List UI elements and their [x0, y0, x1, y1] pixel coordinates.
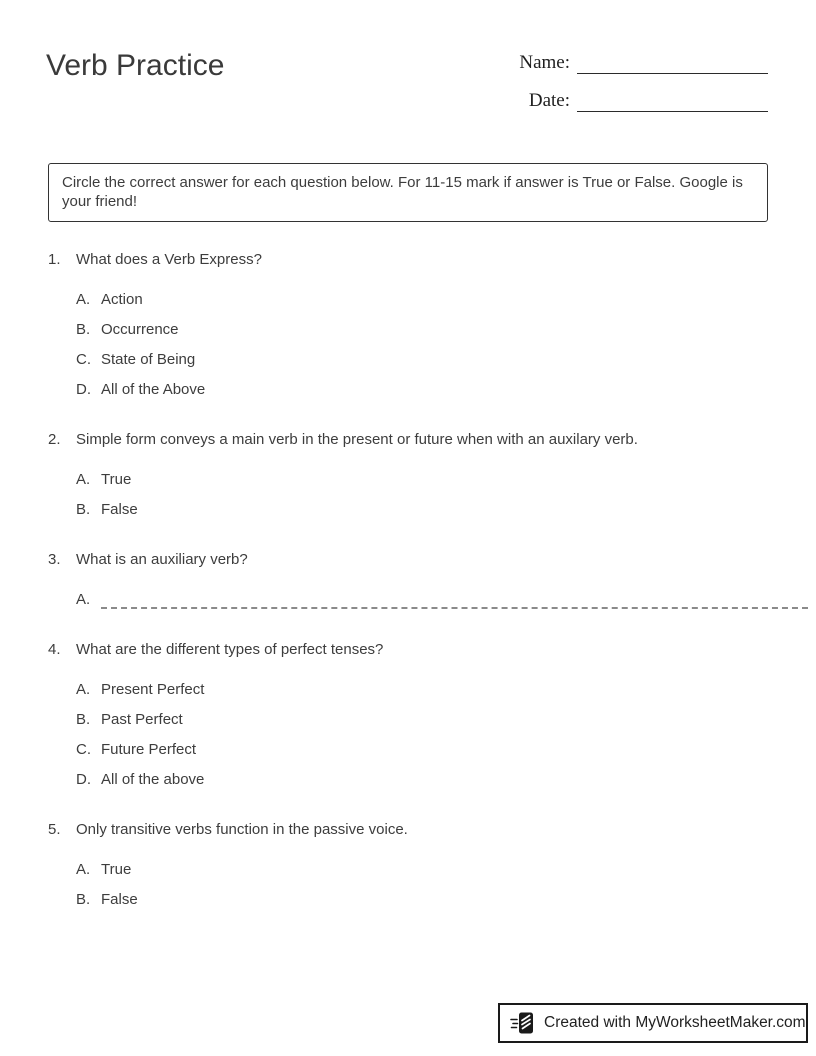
question-text: What are the different types of perfect tenses?: [76, 641, 384, 658]
option-row: [76, 590, 808, 609]
option-list: [76, 290, 808, 399]
question-text: What is an auxiliary verb?: [76, 551, 248, 568]
question-number: 2.: [48, 431, 61, 448]
option-letter: B.: [76, 501, 91, 518]
option-row: [76, 740, 808, 759]
credit-text: Created with MyWorksheetMaker.com: [544, 1014, 806, 1031]
option-letter: A.: [76, 471, 91, 488]
option-row: [76, 290, 808, 309]
question-4: [48, 640, 808, 789]
name-label: Name:: [519, 52, 570, 73]
question-3: [48, 550, 808, 609]
option-list: [76, 470, 808, 519]
answer-blank-line: [101, 590, 808, 609]
option-label: False: [101, 501, 138, 518]
credit-link[interactable]: [498, 1003, 808, 1043]
worksheet-maker-logo-icon: [510, 1010, 536, 1036]
question-number: 1.: [48, 251, 61, 268]
option-letter: A.: [76, 861, 91, 878]
question-2: [48, 430, 808, 519]
option-letter: B.: [76, 321, 91, 338]
option-letter: C.: [76, 351, 91, 368]
option-label: Occurrence: [101, 321, 179, 338]
question-text: Only transitive verbs function in the passive voice.: [76, 821, 408, 838]
question-1: [48, 250, 808, 399]
option-row: [76, 350, 808, 369]
option-label: True: [101, 471, 132, 488]
option-letter: A.: [76, 591, 91, 608]
question-number: 4.: [48, 641, 61, 658]
option-row: [76, 320, 808, 339]
name-field: [519, 52, 768, 74]
option-row: [76, 860, 808, 879]
question-number: 3.: [48, 551, 61, 568]
option-letter: B.: [76, 711, 91, 728]
date-label: Date:: [528, 90, 570, 111]
option-label: Past Perfect: [101, 711, 183, 728]
option-letter: D.: [76, 381, 91, 398]
option-row: [76, 380, 808, 399]
option-label: All of the above: [101, 771, 205, 788]
question-text: What does a Verb Express?: [76, 251, 262, 268]
option-letter: B.: [76, 891, 91, 908]
option-letter: A.: [76, 291, 91, 308]
question-text: Simple form conveys a main verb in the present or future when with an auxilary verb.: [76, 431, 638, 448]
question-number: 5.: [48, 821, 61, 838]
option-label: All of the Above: [101, 381, 206, 398]
option-list: [76, 680, 808, 789]
option-row: [76, 680, 808, 699]
option-row: [76, 770, 808, 789]
page-title: Verb Practice: [46, 49, 225, 82]
option-label: Action: [101, 291, 143, 308]
option-list: [76, 860, 808, 909]
option-label: True: [101, 861, 132, 878]
option-letter: C.: [76, 741, 91, 758]
option-row: [76, 890, 808, 909]
option-letter: D.: [76, 771, 91, 788]
option-label: State of Being: [101, 351, 196, 368]
option-row: [76, 500, 808, 519]
option-letter: A.: [76, 681, 91, 698]
date-field: [529, 90, 768, 112]
option-label: Present Perfect: [101, 681, 205, 698]
date-blank-line: [577, 111, 768, 112]
option-label: False: [101, 891, 138, 908]
option-row: [76, 470, 808, 489]
option-row: [76, 710, 808, 729]
question-list: [48, 250, 808, 909]
name-blank-line: [577, 73, 768, 74]
option-list: [76, 590, 808, 609]
option-label: Future Perfect: [101, 741, 197, 758]
question-5: [48, 820, 808, 909]
instructions-box: Circle the correct answer for each question below. For 11-15 mark if answer is True or False. Google is your friend!: [48, 163, 768, 222]
